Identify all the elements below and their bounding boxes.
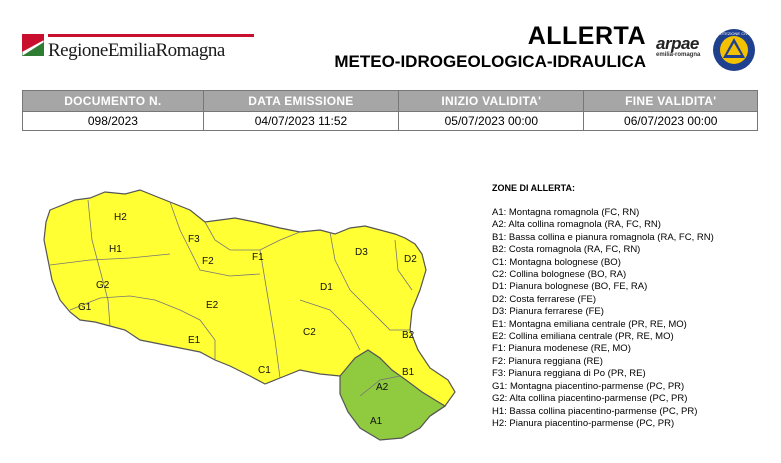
zone-label-f1: F1	[252, 252, 264, 263]
zone-label-d3: D3	[355, 247, 368, 258]
zone-label-a1: A1	[370, 416, 383, 427]
zone-legend	[492, 207, 714, 430]
inizio-validita-value: 05/07/2023 00:00	[399, 112, 584, 131]
zone-label-c2: C2	[303, 327, 316, 338]
alert-info-table	[22, 90, 758, 131]
logo-red-bar	[48, 34, 254, 37]
zone-label-g1: G1	[78, 302, 92, 313]
zone-label-h1: H1	[109, 244, 122, 255]
zone-label-e2: E2	[206, 300, 219, 311]
list-item: G1: Montagna piacentino-parmense (PC, PR)	[492, 380, 685, 392]
zone-label-b2: B2	[402, 330, 415, 341]
arpae-logo	[656, 34, 710, 70]
list-item: B1: Bassa collina e pianura romagnola (RA, FC, RN)	[492, 231, 714, 243]
table-row	[23, 112, 758, 131]
page-subtitle: METEO-IDROGEOLOGICA-IDRAULICA	[334, 52, 646, 71]
list-item: D2: Costa ferrarese (FE)	[492, 293, 596, 305]
zone-label-f3: F3	[188, 234, 200, 245]
list-item: A1: Montagna romagnola (FC, RN)	[492, 207, 640, 218]
zone-label-e1: E1	[188, 335, 201, 346]
legend-title: ZONE DI ALLERTA:	[492, 183, 575, 193]
page-title: ALLERTA	[527, 22, 646, 50]
list-item: C2: Collina bolognese (BO, RA)	[492, 269, 627, 281]
zone-label-a2: A2	[376, 382, 389, 393]
col-header-inizio-validita: INIZIO VALIDITA'	[399, 91, 584, 112]
regione-emilia-romagna-logo	[22, 34, 234, 64]
list-item: F1: Pianura modenese (RE, MO)	[492, 343, 631, 355]
list-item: B2: Costa romagnola (RA, FC, RN)	[492, 244, 641, 256]
list-item: A2: Alta collina romagnola (RA, FC, RN)	[492, 219, 661, 231]
zone-label-h2: H2	[114, 212, 127, 223]
list-item: D1: Pianura bolognese (BO, FE, RA)	[492, 281, 648, 293]
list-item: E2: Collina emiliana centrale (PR, RE, MO)	[492, 331, 674, 343]
col-header-documento: DOCUMENTO N.	[23, 91, 204, 112]
zone-label-c1: C1	[258, 365, 271, 376]
table-header-row	[23, 91, 758, 112]
pc-logo-text: PROTEZIONE CIVILE	[714, 31, 754, 36]
documento-number: 098/2023	[23, 112, 204, 131]
data-emissione-value: 04/07/2023 11:52	[203, 112, 398, 131]
zone-label-d1: D1	[320, 282, 333, 293]
org-name: RegioneEmiliaRomagna	[48, 40, 225, 61]
alert-zones-map	[30, 180, 480, 450]
list-item: E1: Montagna emiliana centrale (PR, RE, MO)	[492, 318, 687, 330]
list-item: C1: Montagna bolognese (BO)	[492, 256, 621, 268]
list-item: H2: Pianura piacentino-parmense (PC, PR)	[492, 417, 675, 429]
list-item: F2: Pianura reggiana (RE)	[492, 355, 603, 367]
regione-flag-icon	[22, 34, 44, 56]
zone-label-f2: F2	[202, 256, 214, 267]
list-item: G2: Alta collina piacentino-parmense (PC, PR)	[492, 393, 688, 405]
list-item: H1: Bassa collina piacentino-parmense (PC, PR)	[492, 405, 698, 417]
list-item: F3: Pianura reggiana di Po (PR, RE)	[492, 368, 646, 380]
zone-label-b1: B1	[402, 367, 415, 378]
arpae-sub: emilia-romagna	[656, 52, 701, 58]
arpae-wordmark: arpae	[656, 34, 699, 53]
zone-label-d2: D2	[404, 254, 417, 265]
fine-validita-value: 06/07/2023 00:00	[584, 112, 758, 131]
protezione-civile-logo	[712, 28, 756, 72]
list-item: D3: Pianura ferrarese (FE)	[492, 306, 604, 318]
zone-label-g2: G2	[96, 280, 110, 291]
col-header-data-emissione: DATA EMISSIONE	[203, 91, 398, 112]
col-header-fine-validita: FINE VALIDITA'	[584, 91, 758, 112]
